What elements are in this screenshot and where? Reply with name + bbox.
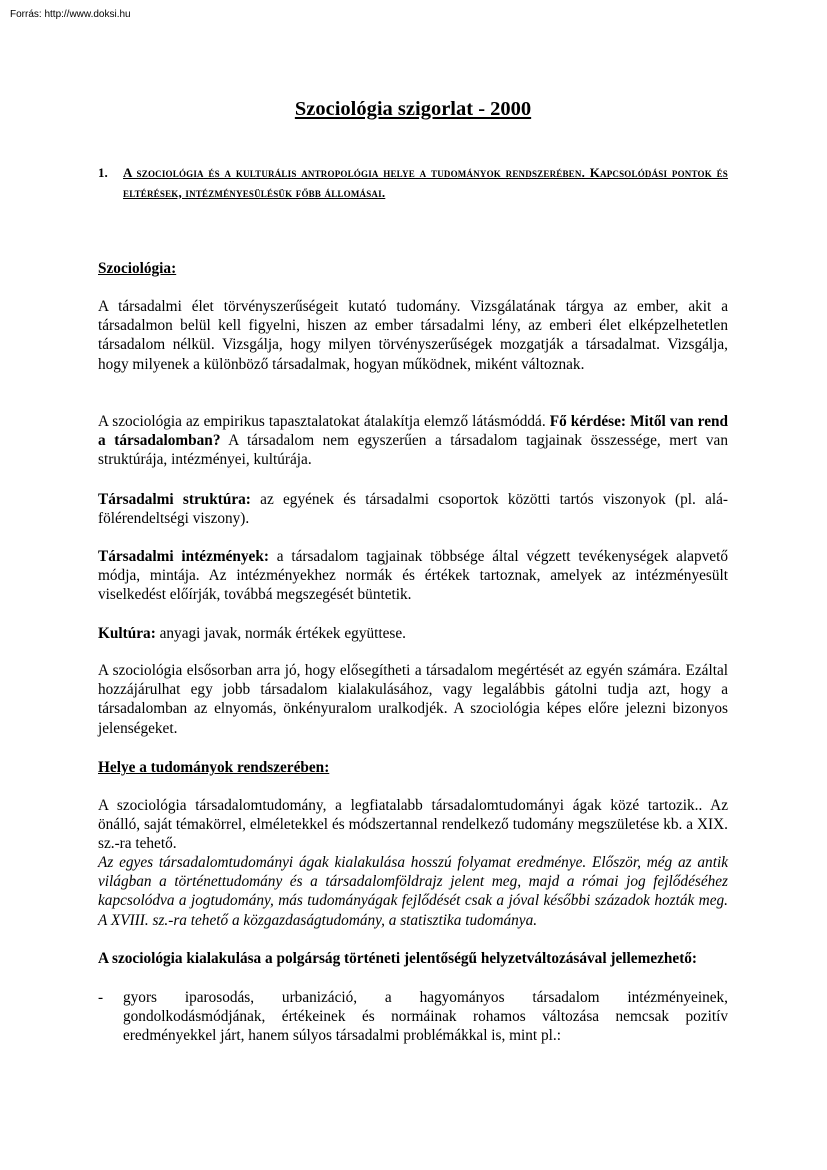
para2-lead: A szociológia az empirikus tapasztalatokat átalakítja elemző látásmóddá. [98,413,550,430]
para3-bold: Társadalmi struktúra: [98,491,251,508]
list-item-text: gyors iparosodás, urbanizáció, a hagyományos társadalom intézményeinek, gondolkodásmódjának, értékeinek és normáinak rohamos változása nemcsak pozitív eredményekkel járt, hanem súlyos társadalmi problémákkal is, mint pl.: [123,989,728,1045]
section-number: 1. [98,165,108,180]
para2-rest: A társadalom nem egyszerűen a társadalom tagjainak összessége, mert van struktúrája, intézményei, kultúrája. [98,432,728,469]
sociology-heading: Szociológia: [98,260,177,277]
para2-bold: Fő kérdése: Mitől van rend a társadalomban? [98,413,728,450]
paragraph-culture [98,624,728,643]
para3-rest: az egyének és társadalmi csoportok közötti tartós viszonyok (pl. alá-fölérendeltségi viszony). [98,491,728,528]
paragraph-emergence: A szociológia kialakulása a polgárság történeti jelentőségű helyzetváltozásával jellemezhető: [98,950,698,967]
page-title: Szociológia szigorlat - 2000 [294,98,532,120]
para4-bold: Társadalmi intézmények: [98,548,269,565]
paragraph-place: A szociológia társadalomtudomány, a legfiatalabb társadalomtudományi ágak közé tartozik.. Az önálló, saját témakörrel, elméletekkel és módszertannal rendelkező tudomány megszületése kb. a XIX. sz.-ra tehető. [98,797,728,853]
paragraph-structure [98,490,728,528]
para5-rest: anyagi javak, normák értékek együttese. [155,625,406,642]
list-dash: - [98,989,104,1006]
para5-bold: Kultúra: [98,625,156,642]
place-heading: Helye a tudományok rendszerében: [98,759,330,776]
section-title: A szociológia és a kulturális antropológia helye a tudományok rendszerében. Kapcsolódási pontok és eltérések, intézményesülésük főbb állomásai. [123,165,728,200]
paragraph-main-question [98,412,728,470]
section-1-heading [98,163,728,202]
para4-rest: a társadalom tagjainak többsége által végzett tevékenységek alapvető módja, mintája. Az intézményekhez normák és értékek tartoznak, amelyek az intézményesült viselkedést előírják, továbbá megszegését büntetik. [98,548,728,604]
paragraph-definition: A társadalmi élet törvényszerűségeit kutató tudomány. Vizsgálatának tárgya az ember, akit a társadalmon belül kell figyelni, hiszen az ember társadalmi lény, az emberi élet elképzelhetetlen társadalom nélkül. Vizsgálja, hogy milyen törvényszerűségek mozgatják a társadalmat. Vizsgálja, hogy milyenek a különböző társadalmak, hogyan működnek, miként változnak. [98,298,728,373]
paragraph-institutions [98,547,728,605]
source-note: Forrás: http://www.doksi.hu [10,9,131,20]
paragraph-purpose: A szociológia elsősorban arra jó, hogy elősegítheti a társadalom megértését az egyén számára. Ezáltal hozzájárulhat egy jobb társadalom kialakulásához, vagy legalábbis gátolni tudja azt, hogy a társadalomban az elnyomás, önkényuralom uralkodjék. A szociológia képes előre jelezni bizonyos jelenségeket. [98,662,728,737]
paragraph-history: Az egyes társadalomtudományi ágak kialakulása hosszú folyamat eredménye. Először, még az antik világban a történettudomány és a társadalomföldrajz jelent meg, majd a római jog fejlődéséhez kapcsolódva a jogtudomány, más tudományágak fejlődését csak a jóval későbbi századok hozták meg. A XVIII. sz.-ra tehető a közgazdaságtudomány, a statisztika tudománya. [98,854,728,929]
list-item [98,988,728,1046]
